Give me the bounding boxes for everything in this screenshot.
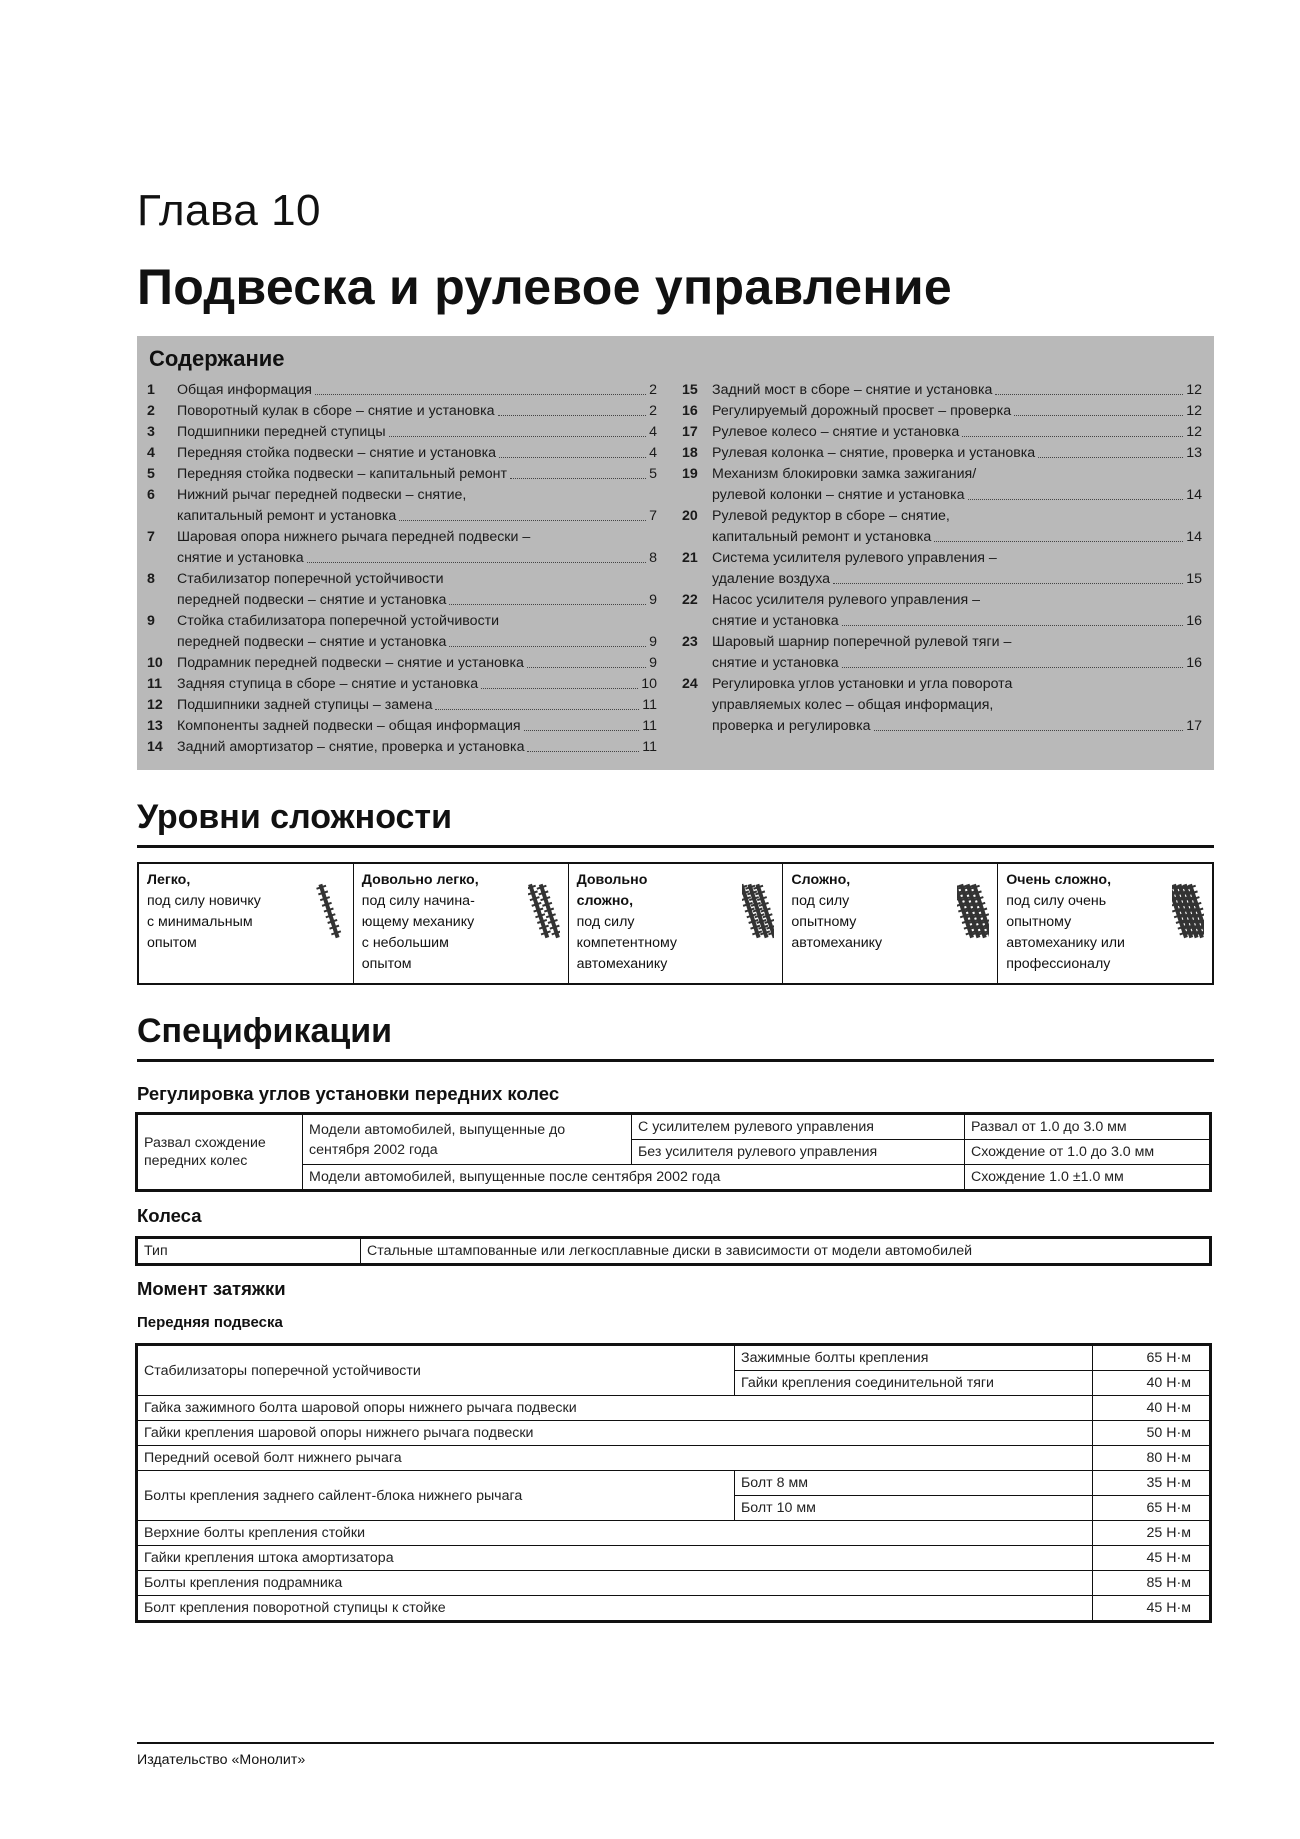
toc-page-number: 13 xyxy=(1186,445,1202,461)
toc-item-number: 15 xyxy=(682,382,698,398)
toc-page-number: 12 xyxy=(1186,382,1202,398)
toc-leader-dots xyxy=(527,737,639,752)
toc-page-number: 16 xyxy=(1186,613,1202,629)
footer-rule xyxy=(137,1742,1214,1744)
table-cell: 65 Н·м xyxy=(1093,1496,1210,1521)
table-cell: 85 Н·м xyxy=(1093,1571,1210,1596)
table-cell: Зажимные болты крепления xyxy=(735,1346,1093,1371)
toc-leader-dots xyxy=(1014,401,1183,416)
toc-line xyxy=(177,401,657,422)
toc-line xyxy=(712,695,1202,716)
toc-page-number: 11 xyxy=(642,718,657,734)
table-cell: Без усилителя рулевого управления xyxy=(632,1140,965,1165)
difficulty-desc: компетентному xyxy=(576,935,678,951)
table-cell: Передний осевой болт нижнего рычага xyxy=(138,1446,1093,1471)
toc-item-number: 22 xyxy=(682,592,698,608)
difficulty-desc: под силу xyxy=(791,893,850,909)
toc-line-text: Регулировка углов установки и угла поворота xyxy=(712,676,1013,692)
section-rule xyxy=(137,845,1214,848)
toc-page-number: 5 xyxy=(649,466,657,482)
table-row xyxy=(138,1421,1210,1446)
toc-line xyxy=(712,611,1202,632)
toc-leader-dots xyxy=(307,548,646,563)
toc-heading: Содержание xyxy=(149,346,285,371)
toc-page-number: 11 xyxy=(642,739,657,755)
toc-line-text: удаление воздуха xyxy=(712,571,831,587)
table-cell: Гайки крепления штока амортизатора xyxy=(138,1546,1093,1571)
toc-line-text: капитальный ремонт и установка xyxy=(712,529,932,545)
toc-line-text: Рулевой редуктор в сборе – снятие, xyxy=(712,508,950,524)
toc-item xyxy=(147,485,657,527)
table-cell: Модели автомобилей, выпущенные после сентября 2002 года xyxy=(303,1165,965,1190)
table-row xyxy=(138,1115,1210,1140)
difficulty-title: Довольно сложно, xyxy=(576,872,648,909)
toc-item-number: 17 xyxy=(682,424,698,440)
toc-item-body xyxy=(177,737,657,758)
toc-line xyxy=(177,632,657,653)
toc-line xyxy=(177,422,657,443)
toc-item xyxy=(147,569,657,611)
toc-line xyxy=(177,674,657,695)
toc-leader-dots xyxy=(962,422,1183,437)
toc-item xyxy=(682,674,1202,737)
toc-page-number: 12 xyxy=(1186,403,1202,419)
toc-item-body xyxy=(712,506,1202,548)
torque-heading: Момент затяжки xyxy=(137,1278,286,1299)
table-cell: Схождение 1.0 ±1.0 мм xyxy=(965,1165,1210,1190)
table-cell: Болт 10 мм xyxy=(735,1496,1093,1521)
toc-item xyxy=(147,401,657,422)
difficulty-desc: опытному xyxy=(1006,914,1072,930)
table-cell: 40 Н·м xyxy=(1093,1396,1210,1421)
table-cell: Гайки крепления шаровой опоры нижнего рычага подвески xyxy=(138,1421,1093,1446)
toc-leader-dots xyxy=(968,485,1184,500)
wrench-rating-1-icon xyxy=(313,874,345,948)
toc-line-text: Стойка стабилизатора поперечной устойчивости xyxy=(177,613,500,629)
table-cell: Болты крепления подрамника xyxy=(138,1571,1093,1596)
toc-item-number: 7 xyxy=(147,529,155,545)
toc-page-number: 9 xyxy=(649,655,657,671)
toc-line xyxy=(712,632,1202,653)
toc-item-body xyxy=(712,632,1202,674)
toc-item-body xyxy=(177,422,657,443)
table-cell: Болт крепления поворотной ступицы к стойке xyxy=(138,1596,1093,1621)
toc-item xyxy=(682,464,1202,506)
difficulty-desc: под силу очень xyxy=(1006,893,1107,909)
toc-line-text: Компоненты задней подвески – общая информация xyxy=(177,718,521,734)
toc-line-text: капитальный ремонт и установка xyxy=(177,508,397,524)
toc-item-number: 2 xyxy=(147,403,155,419)
toc-leader-dots xyxy=(1038,443,1183,458)
toc-line xyxy=(177,716,657,737)
table-row xyxy=(138,1571,1210,1596)
toc-line xyxy=(712,422,1202,443)
toc-line-text: Задняя ступица в сборе – снятие и установка xyxy=(177,676,479,692)
toc-leader-dots xyxy=(524,716,640,731)
toc-item-number: 19 xyxy=(682,466,698,482)
toc-line xyxy=(177,485,657,506)
toc-leader-dots xyxy=(842,653,1184,668)
toc-item-number: 13 xyxy=(147,718,163,734)
toc-item-number: 1 xyxy=(147,382,155,398)
table-cell: Болт 8 мм xyxy=(735,1471,1093,1496)
table-row xyxy=(138,1546,1210,1571)
toc-line xyxy=(712,590,1202,611)
front-suspension-heading: Передняя подвеска xyxy=(137,1314,283,1331)
difficulty-level-2 xyxy=(353,864,568,983)
toc-line xyxy=(177,695,657,716)
table-row xyxy=(138,1346,1210,1371)
difficulty-heading: Уровни сложности xyxy=(137,798,452,836)
wrench-rating-5-icon xyxy=(1172,874,1204,948)
table-cell: 80 Н·м xyxy=(1093,1446,1210,1471)
toc-leader-dots xyxy=(498,401,647,416)
toc-item-number: 12 xyxy=(147,697,163,713)
toc-line-text: рулевой колонки – снятие и установка xyxy=(712,487,965,503)
toc-item-number: 9 xyxy=(147,613,155,629)
section-rule xyxy=(137,1059,1214,1062)
toc-item-body xyxy=(712,548,1202,590)
toc-item xyxy=(147,737,657,758)
toc-line xyxy=(177,464,657,485)
toc-item xyxy=(147,674,657,695)
toc-item xyxy=(147,464,657,485)
toc-column-right xyxy=(682,380,1202,737)
toc-page-number: 14 xyxy=(1186,529,1202,545)
toc-item-body xyxy=(177,611,657,653)
toc-line-text: Подшипники задней ступицы – замена xyxy=(177,697,433,713)
toc-page-number: 7 xyxy=(649,508,657,524)
toc-line-text: передней подвески – снятие и установка xyxy=(177,592,447,608)
page-title: Подвеска и рулевое управление xyxy=(137,259,952,315)
toc-item-body xyxy=(177,695,657,716)
toc-item-number: 16 xyxy=(682,403,698,419)
toc-item xyxy=(682,422,1202,443)
toc-line xyxy=(177,548,657,569)
toc-line xyxy=(712,506,1202,527)
toc-item-body xyxy=(177,380,657,401)
toc-line-text: Подрамник передней подвески – снятие и установка xyxy=(177,655,524,671)
alignment-heading: Регулировка углов установки передних колес xyxy=(137,1083,560,1104)
toc-item-body xyxy=(177,674,657,695)
toc-item xyxy=(682,632,1202,674)
toc-item-body xyxy=(712,401,1202,422)
toc-leader-dots xyxy=(510,464,646,479)
toc-line-text: Механизм блокировки замка зажигания/ xyxy=(712,466,977,482)
toc-item-body xyxy=(712,422,1202,443)
difficulty-desc: автомеханику xyxy=(791,935,883,951)
toc-line xyxy=(712,653,1202,674)
toc-line xyxy=(177,527,657,548)
toc-line-text: Рулевая колонка – снятие, проверка и установка xyxy=(712,445,1036,461)
toc-line xyxy=(177,590,657,611)
toc-item-body xyxy=(177,485,657,527)
toc-line xyxy=(712,674,1202,695)
toc-leader-dots xyxy=(435,695,639,710)
toc-item-number: 24 xyxy=(682,676,698,692)
table-cell: 40 Н·м xyxy=(1093,1371,1210,1396)
table-cell: С усилителем рулевого управления xyxy=(632,1115,965,1140)
toc-page-number: 4 xyxy=(649,445,657,461)
table-of-contents xyxy=(137,336,1214,770)
toc-item xyxy=(147,653,657,674)
toc-line xyxy=(177,569,657,590)
toc-item xyxy=(682,590,1202,632)
toc-item-body xyxy=(177,653,657,674)
table-cell: 45 Н·м xyxy=(1093,1596,1210,1621)
toc-line-text: Рулевое колесо – снятие и установка xyxy=(712,424,960,440)
toc-leader-dots xyxy=(315,380,646,395)
table-cell: Гайки крепления соединительной тяги xyxy=(735,1371,1093,1396)
difficulty-level-3 xyxy=(568,864,783,983)
toc-item-number: 4 xyxy=(147,445,155,461)
toc-item-body xyxy=(712,443,1202,464)
toc-item xyxy=(682,506,1202,548)
toc-item xyxy=(682,401,1202,422)
toc-page-number: 4 xyxy=(649,424,657,440)
toc-item-number: 11 xyxy=(147,676,162,692)
toc-item xyxy=(147,527,657,569)
difficulty-desc: под силу xyxy=(576,914,635,930)
wheels-table xyxy=(137,1238,1210,1264)
table-cell: Развал схождение передних колес xyxy=(138,1115,303,1190)
toc-line xyxy=(177,443,657,464)
difficulty-level-4 xyxy=(782,864,997,983)
toc-leader-dots xyxy=(527,653,646,668)
table-row xyxy=(138,1596,1210,1621)
table-cell: Развал от 1.0 до 3.0 мм xyxy=(965,1115,1210,1140)
toc-leader-dots xyxy=(874,716,1184,731)
toc-item xyxy=(147,422,657,443)
toc-leader-dots xyxy=(449,632,646,647)
wrench-rating-4-icon xyxy=(957,874,989,948)
toc-line xyxy=(712,716,1202,737)
toc-item-body xyxy=(712,674,1202,737)
difficulty-desc: ющему механику xyxy=(361,914,475,930)
difficulty-desc: автомеханику xyxy=(576,956,668,972)
toc-page-number: 14 xyxy=(1186,487,1202,503)
toc-line-text: проверка и регулировка xyxy=(712,718,871,734)
toc-leader-dots xyxy=(499,443,646,458)
toc-leader-dots xyxy=(842,611,1184,626)
toc-line xyxy=(712,380,1202,401)
toc-line-text: Система усилителя рулевого управления – xyxy=(712,550,997,566)
table-cell: Тип xyxy=(138,1239,361,1264)
table-cell: Стальные штампованные или легкосплавные диски в зависимости от модели автомобилей xyxy=(361,1239,1210,1264)
toc-line-text: Регулируемый дорожный просвет – проверка xyxy=(712,403,1012,419)
toc-item xyxy=(147,695,657,716)
toc-item-body xyxy=(177,401,657,422)
toc-line xyxy=(177,737,657,758)
toc-line-text: Нижний рычаг передней подвески – снятие, xyxy=(177,487,467,503)
toc-line xyxy=(177,611,657,632)
difficulty-title: Очень сложно, xyxy=(1006,872,1112,888)
toc-page-number: 2 xyxy=(649,382,657,398)
difficulty-title: Довольно легко, xyxy=(361,872,479,888)
toc-item xyxy=(147,443,657,464)
toc-line xyxy=(712,548,1202,569)
table-cell: 50 Н·м xyxy=(1093,1421,1210,1446)
toc-line-text: Общая информация xyxy=(177,382,312,398)
toc-line xyxy=(712,401,1202,422)
toc-item-number: 5 xyxy=(147,466,155,482)
table-row xyxy=(138,1446,1210,1471)
toc-item xyxy=(147,380,657,401)
toc-line-text: передней подвески – снятие и установка xyxy=(177,634,447,650)
toc-page-number: 10 xyxy=(641,676,657,692)
table-cell: Болты крепления заднего сайлент-блока нижнего рычага xyxy=(138,1471,735,1521)
toc-item-number: 10 xyxy=(147,655,163,671)
table-cell: Стабилизаторы поперечной устойчивости xyxy=(138,1346,735,1396)
toc-item-number: 23 xyxy=(682,634,698,650)
toc-line-text: управляемых колес – общая информация, xyxy=(712,697,994,713)
toc-line xyxy=(712,443,1202,464)
toc-page-number: 15 xyxy=(1186,571,1202,587)
publisher-footer: Издательство «Монолит» xyxy=(137,1752,306,1768)
toc-item-body xyxy=(712,590,1202,632)
toc-line xyxy=(712,464,1202,485)
toc-line xyxy=(712,569,1202,590)
toc-leader-dots xyxy=(995,380,1183,395)
toc-item-body xyxy=(712,380,1202,401)
toc-leader-dots xyxy=(449,590,646,605)
toc-line-text: Передняя стойка подвески – снятие и установка xyxy=(177,445,497,461)
difficulty-desc: опытному xyxy=(791,914,857,930)
toc-line xyxy=(177,506,657,527)
difficulty-desc: под силу новичку xyxy=(147,893,261,909)
toc-leader-dots xyxy=(389,422,647,437)
table-cell: 25 Н·м xyxy=(1093,1521,1210,1546)
toc-item-body xyxy=(177,569,657,611)
toc-item xyxy=(682,548,1202,590)
difficulty-level-1 xyxy=(139,864,353,983)
table-cell: Гайка зажимного болта шаровой опоры нижнего рычага подвески xyxy=(138,1396,1093,1421)
toc-line xyxy=(712,527,1202,548)
toc-item-body xyxy=(177,716,657,737)
toc-line-text: снятие и установка xyxy=(712,655,839,671)
torque-table xyxy=(137,1345,1210,1621)
toc-page-number: 11 xyxy=(642,697,657,713)
toc-line-text: Подшипники передней ступицы xyxy=(177,424,386,440)
toc-line xyxy=(177,653,657,674)
toc-leader-dots xyxy=(399,506,646,521)
toc-page-number: 17 xyxy=(1186,718,1202,734)
difficulty-desc: с минимальным xyxy=(147,914,253,930)
table-row xyxy=(138,1396,1210,1421)
toc-item xyxy=(147,716,657,737)
table-cell: 65 Н·м xyxy=(1093,1346,1210,1371)
difficulty-title: Сложно, xyxy=(791,872,851,888)
toc-line-text: снятие и установка xyxy=(712,613,839,629)
toc-line-text: Поворотный кулак в сборе – снятие и установка xyxy=(177,403,495,419)
difficulty-desc: автомеханику или xyxy=(1006,935,1125,951)
toc-line xyxy=(712,485,1202,506)
difficulty-level-5 xyxy=(997,864,1212,983)
toc-column-left xyxy=(147,380,657,758)
toc-line-text: Передняя стойка подвески – капитальный ремонт xyxy=(177,466,507,482)
difficulty-desc: с небольшим xyxy=(361,935,449,951)
alignment-table xyxy=(137,1114,1210,1190)
toc-line-text: Шаровый шарнир поперечной рулевой тяги – xyxy=(712,634,1012,650)
table-cell: 35 Н·м xyxy=(1093,1471,1210,1496)
table-row xyxy=(138,1239,1210,1264)
difficulty-levels xyxy=(137,862,1214,985)
toc-page-number: 16 xyxy=(1186,655,1202,671)
toc-item-number: 8 xyxy=(147,571,155,587)
table-cell: 45 Н·м xyxy=(1093,1546,1210,1571)
table-cell: Схождение от 1.0 до 3.0 мм xyxy=(965,1140,1210,1165)
toc-leader-dots xyxy=(934,527,1183,542)
table-row xyxy=(138,1471,1210,1496)
chapter-label: Глава 10 xyxy=(137,186,322,235)
table-cell: Верхние болты крепления стойки xyxy=(138,1521,1093,1546)
toc-item-number: 14 xyxy=(147,739,163,755)
difficulty-desc: профессионалу xyxy=(1006,956,1111,972)
difficulty-desc: под силу начина- xyxy=(361,893,475,909)
toc-line-text: Задний мост в сборе – снятие и установка xyxy=(712,382,993,398)
toc-page-number: 2 xyxy=(649,403,657,419)
wrench-rating-2-icon xyxy=(528,874,560,948)
toc-item-number: 6 xyxy=(147,487,155,503)
difficulty-title: Легко, xyxy=(147,872,191,888)
toc-page-number: 12 xyxy=(1186,424,1202,440)
difficulty-desc: опытом xyxy=(361,956,412,972)
toc-item xyxy=(682,380,1202,401)
toc-line-text: снятие и установка xyxy=(177,550,304,566)
toc-item xyxy=(147,611,657,653)
specs-heading: Спецификации xyxy=(137,1012,393,1050)
wrench-rating-3-icon xyxy=(742,874,774,948)
toc-item-number: 3 xyxy=(147,424,155,440)
toc-line-text: Задний амортизатор – снятие, проверка и установка xyxy=(177,739,525,755)
toc-page-number: 9 xyxy=(649,634,657,650)
toc-item-number: 21 xyxy=(682,550,698,566)
table-row xyxy=(138,1521,1210,1546)
toc-item-number: 20 xyxy=(682,508,698,524)
toc-leader-dots xyxy=(833,569,1183,584)
toc-page-number: 9 xyxy=(649,592,657,608)
toc-item-number: 18 xyxy=(682,445,698,461)
toc-line-text: Стабилизатор поперечной устойчивости xyxy=(177,571,444,587)
wheels-heading: Колеса xyxy=(137,1205,202,1226)
toc-item-body xyxy=(712,464,1202,506)
difficulty-desc: опытом xyxy=(147,935,197,951)
toc-item-body xyxy=(177,464,657,485)
toc-item-body xyxy=(177,527,657,569)
table-cell: Модели автомобилей, выпущенные до сентября 2002 года xyxy=(303,1115,632,1165)
toc-page-number: 8 xyxy=(649,550,657,566)
toc-leader-dots xyxy=(481,674,638,689)
toc-line-text: Насос усилителя рулевого управления – xyxy=(712,592,980,608)
toc-item xyxy=(682,443,1202,464)
toc-line xyxy=(177,380,657,401)
toc-line-text: Шаровая опора нижнего рычага передней подвески – xyxy=(177,529,531,545)
toc-item-body xyxy=(177,443,657,464)
